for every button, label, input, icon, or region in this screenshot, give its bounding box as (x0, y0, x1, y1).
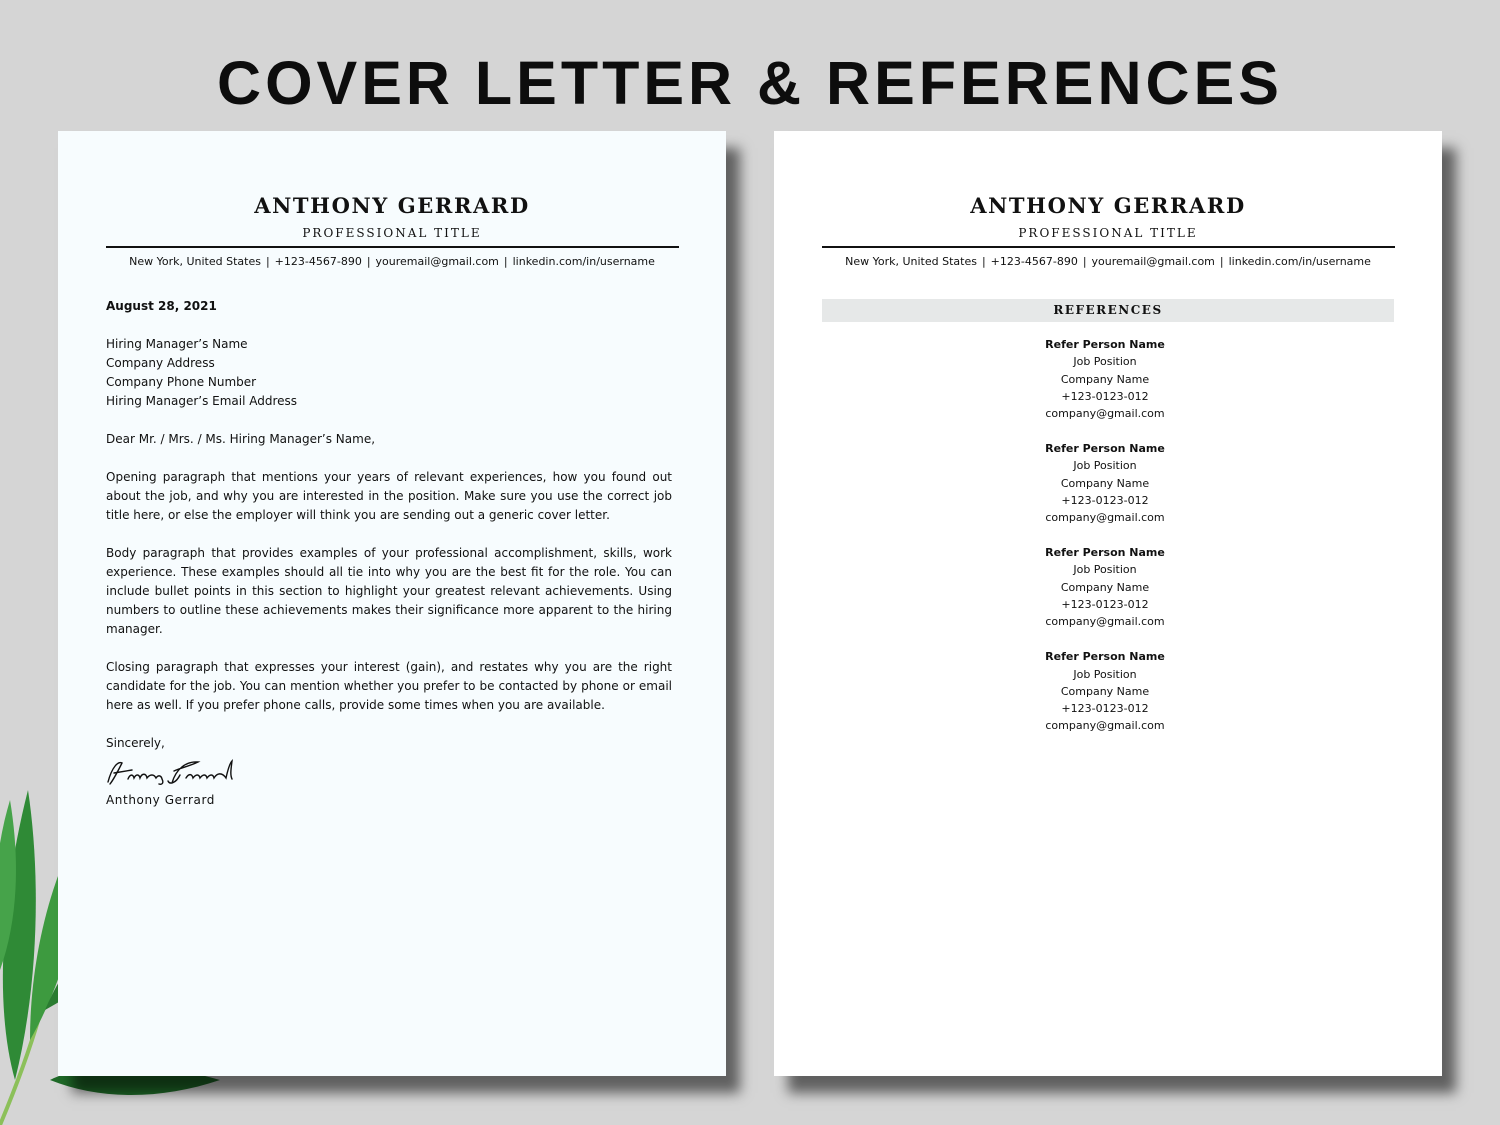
reference-company: Company Name (1060, 372, 1150, 386)
contact-linkedin: linkedin.com/in/username (512, 255, 655, 268)
contact-separator: | (1219, 255, 1224, 268)
reference-company: Company Name (1060, 684, 1150, 698)
contact-phone: +123-4567-890 (274, 255, 362, 268)
contact-separator: | (981, 255, 986, 268)
banner-title: COVER LETTER & REFERENCES (217, 49, 1283, 117)
reference-entry (822, 336, 1388, 422)
contact-phone: +123-4567-890 (990, 255, 1078, 268)
reference-name: Refer Person Name (1045, 546, 1165, 560)
reference-name: Refer Person Name (1045, 650, 1165, 664)
reference-email: company@gmail.com (1045, 407, 1165, 421)
references-list (822, 336, 1388, 752)
closing-phrase: Sincerely, (106, 736, 165, 750)
contact-separator: | (265, 255, 270, 268)
reference-phone: +123-0123-012 (1061, 493, 1149, 507)
reference-entry (822, 648, 1388, 734)
reference-position: Job Position (1073, 667, 1137, 681)
professional-title: PROFESSIONAL TITLE (302, 226, 482, 240)
applicant-name: ANTHONY GERRARD (970, 193, 1246, 218)
reference-phone: +123-0123-012 (1061, 389, 1149, 403)
applicant-name: ANTHONY GERRARD (254, 193, 530, 218)
header-divider (106, 246, 679, 248)
references-page (774, 131, 1442, 1076)
closing-paragraph: Closing paragraph that expresses your interest (gain), and restates why you are the right candidate for the job. You can mention whether you prefer to be contacted by phone or email here as well. If you prefer phone calls, provide some times when you are available. (106, 660, 672, 712)
opening-paragraph: Opening paragraph that mentions your years of relevant experiences, how you found out about the job, and why you are interested in the position. Make sure you use the correct job title here, or else the employer will think you are sending out a generic cover letter. (106, 470, 672, 522)
professional-title: PROFESSIONAL TITLE (1018, 226, 1198, 240)
reference-entry (822, 544, 1388, 630)
reference-email: company@gmail.com (1045, 615, 1165, 629)
recipient-line: Hiring Manager’s Email Address (106, 394, 298, 408)
signer-name: Anthony Gerrard (106, 793, 216, 807)
reference-name: Refer Person Name (1045, 338, 1165, 351)
reference-phone: +123-0123-012 (1061, 598, 1149, 612)
header-divider (822, 246, 1395, 248)
cover-letter-page (58, 131, 726, 1076)
contact-line (58, 254, 726, 270)
reference-company: Company Name (1060, 476, 1150, 490)
contact-email: youremail@gmail.com (375, 255, 499, 268)
letter-body (106, 297, 672, 810)
reference-position: Job Position (1073, 459, 1137, 473)
contact-separator: | (503, 255, 508, 268)
reference-entry (822, 440, 1388, 526)
contact-line (774, 254, 1442, 270)
contact-location: New York, United States (845, 255, 977, 268)
contact-separator: | (1082, 255, 1087, 268)
contact-separator: | (366, 255, 371, 268)
recipient-line: Company Phone Number (106, 375, 257, 389)
reference-position: Job Position (1073, 563, 1137, 577)
recipient-line: Company Address (106, 356, 215, 370)
reference-company: Company Name (1060, 580, 1150, 594)
contact-location: New York, United States (129, 255, 261, 268)
letter-date: August 28, 2021 (106, 299, 217, 313)
reference-name: Refer Person Name (1045, 442, 1165, 456)
contact-email: youremail@gmail.com (1091, 255, 1215, 268)
recipient-line: Hiring Manager’s Name (106, 337, 248, 351)
references-heading: REFERENCES (822, 299, 1394, 322)
reference-email: company@gmail.com (1045, 511, 1165, 525)
salutation: Dear Mr. / Mrs. / Ms. Hiring Manager’s Name, (106, 432, 376, 446)
reference-position: Job Position (1073, 355, 1137, 369)
body-paragraph: Body paragraph that provides examples of your professional accomplishment, skills, work experience. These examples should all tie into why you are the best fit for the role. You can include bullet points in this section to highlight your greatest relevant achievements. Using numbers to outline these achievements makes their significance more apparent to the hiring manager. (106, 546, 672, 636)
reference-email: company@gmail.com (1045, 719, 1165, 733)
handwritten-signature (106, 757, 238, 787)
contact-linkedin: linkedin.com/in/username (1228, 255, 1371, 268)
reference-phone: +123-0123-012 (1061, 702, 1149, 716)
